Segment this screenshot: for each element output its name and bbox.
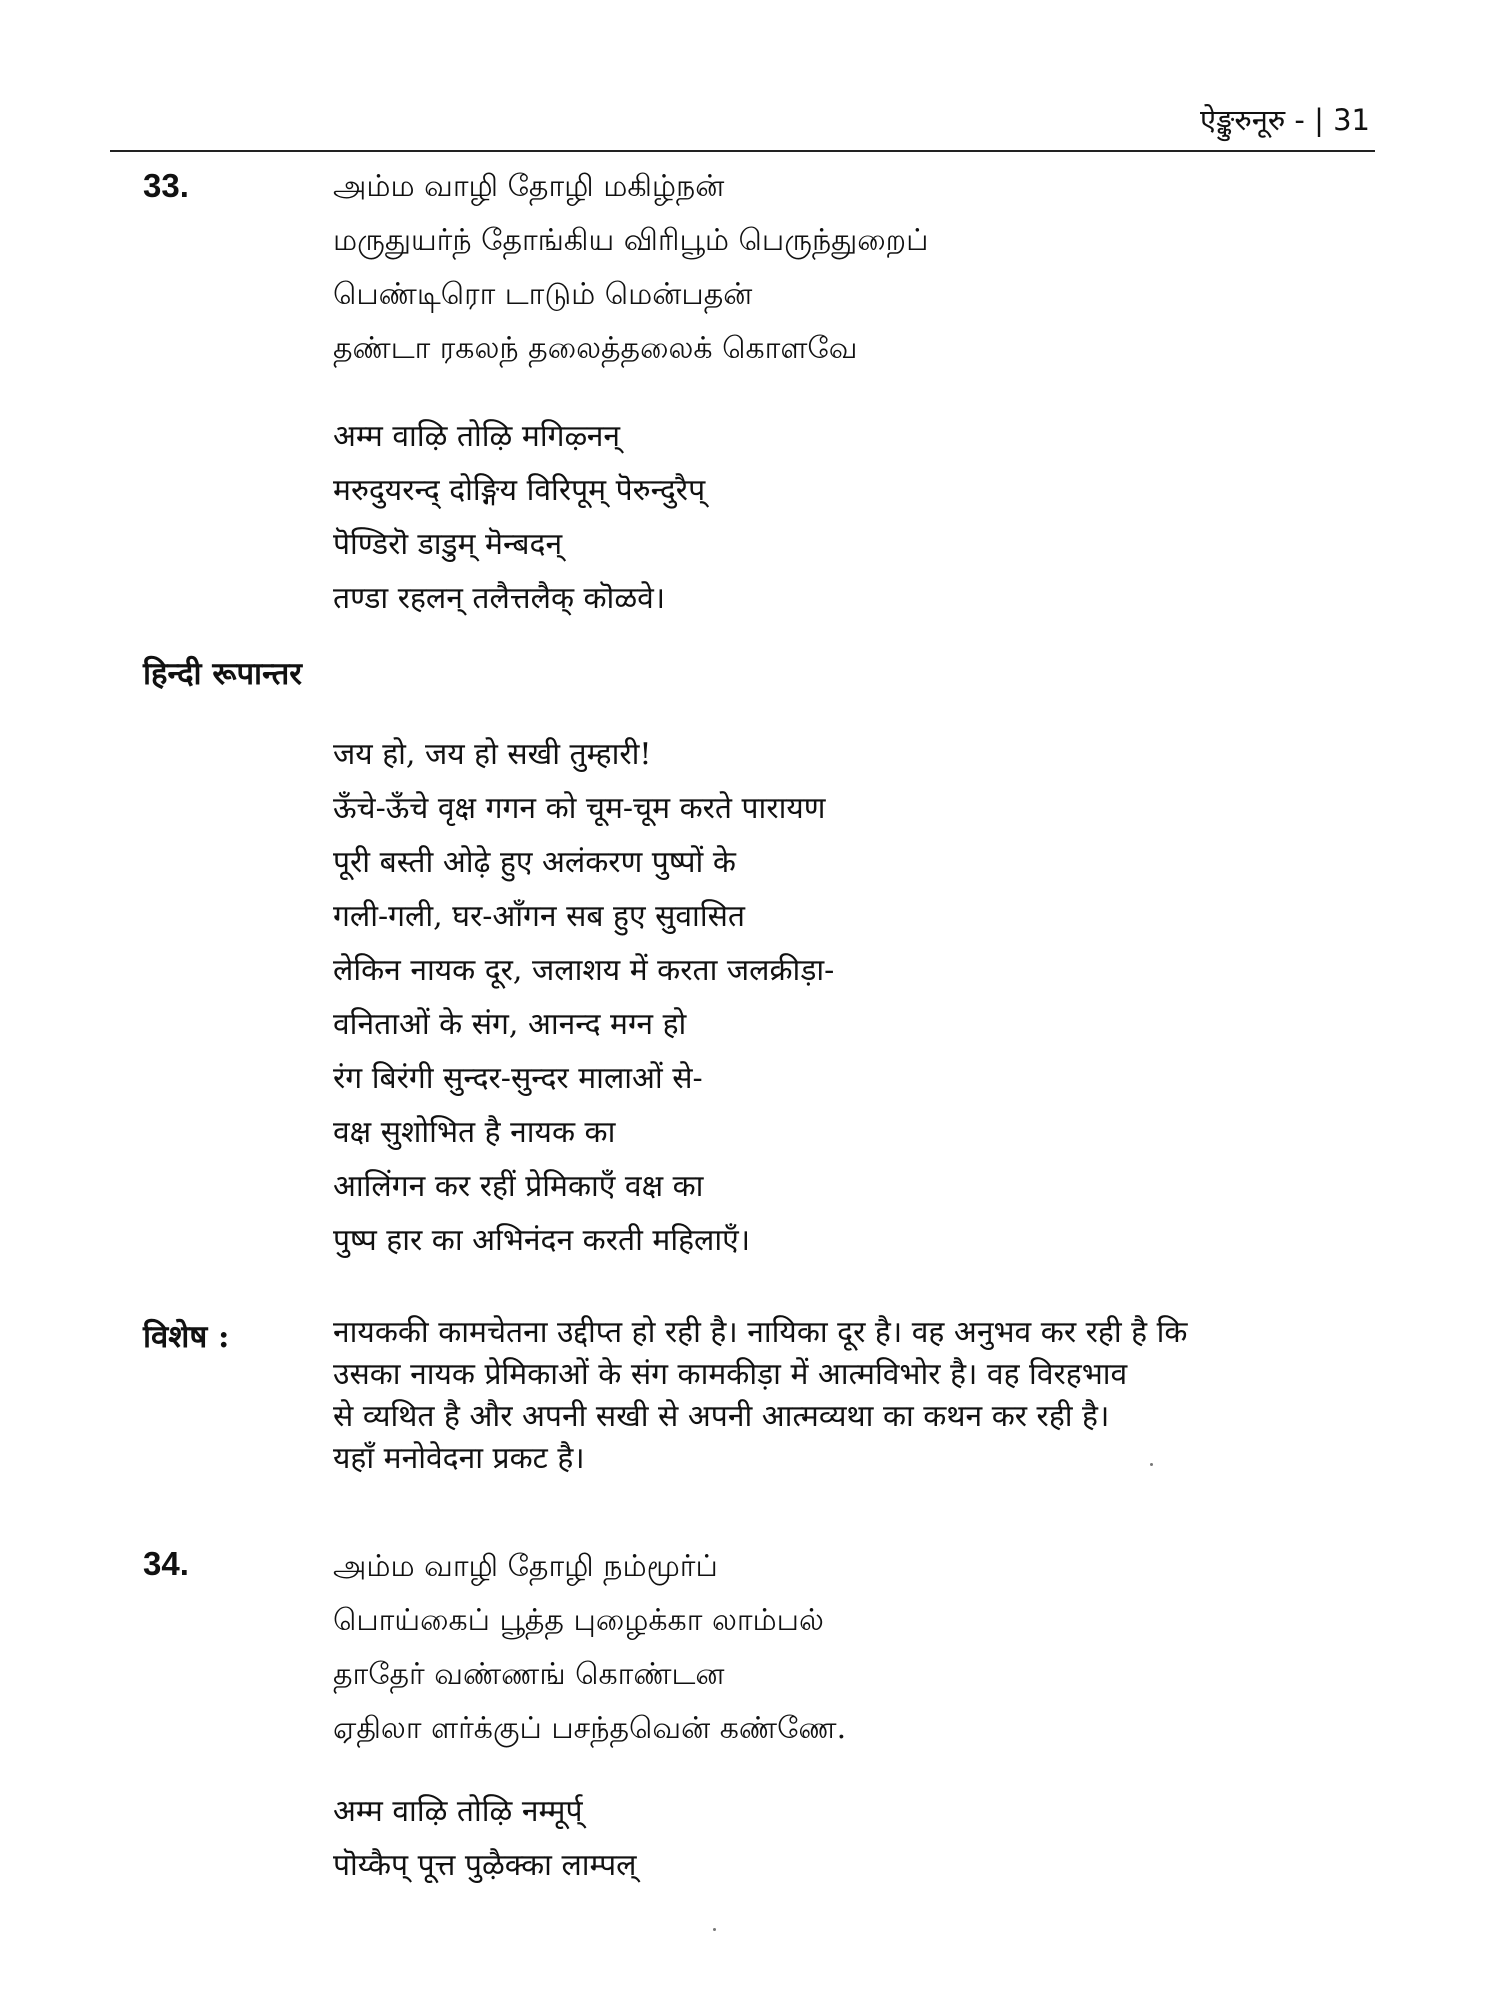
verse-line: மருதுயர்ந் தோங்கிய விரிபூம் பெருந்துறைப் <box>333 223 929 258</box>
verse-33-number: 33. <box>143 167 189 204</box>
verse-line: அம்ம வாழி தோழி நம்மூர்ப் <box>333 1549 718 1584</box>
verse-34-tamil <box>333 1540 846 1756</box>
verse-line: पॆण्डिरॊ डाडुम् मॆन्बदन् <box>333 527 563 562</box>
translation-line: ऊँचे-ऊँचे वृक्ष गगन को चूम-चूम करते पारायण <box>333 791 826 826</box>
translation-line: आलिंगन कर रहीं प्रेमिकाएँ वक्ष का <box>333 1169 704 1204</box>
translation-line: पूरी बस्ती ओढ़े हुए अलंकरण पुष्पों के <box>333 845 736 880</box>
translation-line: वनिताओं के संग, आनन्द मग्न हो <box>333 1007 687 1042</box>
scan-speck <box>1150 1463 1153 1466</box>
translation-line: गली-गली, घर-आँगन सब हुए सुवासित <box>333 899 745 934</box>
paragraph-line: यहाँ मनोवेदना प्रकट है। <box>333 1441 585 1476</box>
verse-34-number: 34. <box>143 1545 189 1582</box>
verse-line: ஏதிலா ளர்க்குப் பசந்தவென் கண்ணே. <box>333 1711 847 1746</box>
verse-line: अम्म वाऴि तोऴि नम्मूर्प् <box>333 1794 583 1829</box>
verse-line: पॊय्कैप् पूत्त पुऴैक्का लाम्पल् <box>333 1848 637 1883</box>
hindi-translation <box>333 728 834 1268</box>
verse-line: தண்டா ரகலந் தலைத்தலைக் கொளவே <box>333 331 858 366</box>
paragraph-line: से व्यथित है और अपनी सखी से अपनी आत्मव्यथा का कथन कर रही है। <box>333 1399 1110 1434</box>
verse-line: तण्डा रहलन् तलैत्तलैक् कॊळवे। <box>333 581 666 616</box>
verse-33-transliteration <box>333 410 705 626</box>
header-rule <box>110 150 1375 152</box>
scan-speck <box>713 1928 716 1931</box>
vishesh-label: विशेष : <box>143 1319 230 1355</box>
translation-line: पुष्प हार का अभिनंदन करती महिलाएँ। <box>333 1223 751 1258</box>
verse-33-tamil <box>333 160 928 376</box>
hindi-translation-heading: हिन्दी रूपान्तर <box>143 656 302 692</box>
translation-line: वक्ष सुशोभित है नायक का <box>333 1115 616 1150</box>
verse-line: मरुदुयरन्द् दोङ्गिय विरिपूम् पॆरुन्दुरैप् <box>333 473 706 508</box>
verse-line: பெண்டிரொ டாடும் மென்பதன் <box>333 277 753 312</box>
running-header: ऐङ्कुरुनूरु - | 31 <box>1200 103 1370 137</box>
verse-line: தாதேர் வண்ணங் கொண்டன <box>333 1657 725 1692</box>
translation-line: रंग बिरंगी सुन्दर-सुन्दर मालाओं से- <box>333 1061 703 1096</box>
vishesh-paragraph <box>333 1312 1338 1480</box>
verse-34-transliteration <box>333 1785 637 1893</box>
translation-line: लेकिन नायक दूर, जलाशय में करता जलक्रीड़ा- <box>333 953 835 988</box>
verse-line: அம்ம வாழி தோழி மகிழ்நன் <box>333 169 725 204</box>
paragraph-line: उसका नायक प्रेमिकाओं के संग कामकीड़ा में आत्मविभोर है। वह विरहभाव <box>333 1357 1128 1392</box>
translation-line: जय हो, जय हो सखी तुम्हारी! <box>333 737 652 772</box>
verse-line: பொய்கைப் பூத்த புழைக்கா லாம்பல் <box>333 1603 824 1638</box>
paragraph-line: नायककी कामचेतना उद्दीप्त हो रही है। नायिका दूर है। वह अनुभव कर रही है कि <box>333 1315 1188 1350</box>
verse-line: अम्म वाऴि तोऴि मगिऴ्नन् <box>333 419 621 454</box>
